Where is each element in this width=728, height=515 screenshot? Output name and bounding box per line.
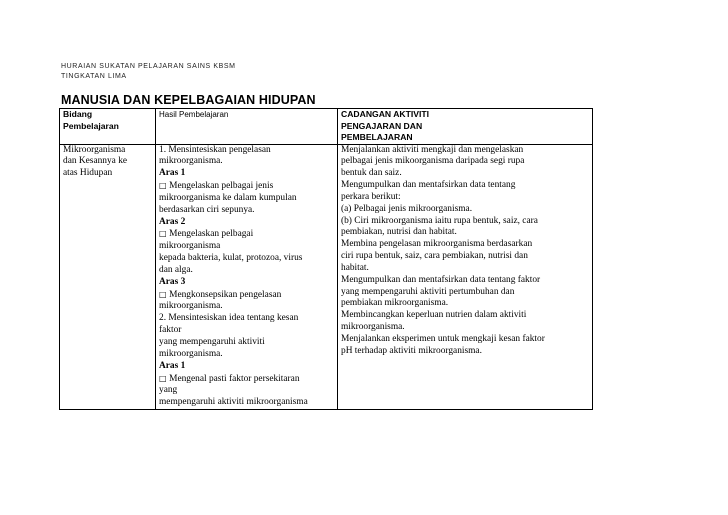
outcome-line: [159, 180, 334, 193]
outcome-line: [159, 145, 334, 157]
level-label: [159, 361, 334, 373]
text-line: Bidang: [63, 109, 93, 119]
outcome-text: Mengelaskan pelbagai jenis: [169, 181, 274, 192]
text-line: mikroorganisma.: [341, 322, 405, 333]
level-label: [159, 217, 334, 229]
text-line: Pembelajaran: [63, 120, 119, 131]
outcome-text: mikroorganisma: [159, 241, 221, 252]
text-line: pembiakan mikroorganisma.: [341, 298, 449, 309]
text-line: yang mempengaruhi aktiviti pertumbuhan dan: [341, 286, 515, 297]
text-line: pembiakan, nutrisi dan habitat.: [341, 227, 457, 238]
table-row: [60, 144, 593, 410]
outcome-line: [159, 289, 334, 302]
outcome-text: Aras 1: [159, 360, 186, 371]
outcome-text: dan alga.: [159, 264, 193, 275]
document-header-line-2: TINGKATAN LIMA: [61, 73, 127, 80]
text-line: Mengumpulkan dan mentafsirkan data tentang: [341, 180, 516, 191]
outcome-line: [159, 373, 334, 386]
outcome-text: mikroorganisma.: [159, 348, 223, 359]
header-bidang-pembelajaran: [60, 109, 156, 145]
text-line: Membincangkan keperluan nutrien dalam aktiviti: [341, 310, 527, 321]
text-line: PENGAJARAN DAN: [341, 120, 423, 131]
outcome-line: [159, 205, 334, 217]
text-line: (a) Pelbagai jenis mikroorganisma.: [341, 203, 473, 214]
text-line: Mengumpulkan dan mentafsirkan data tentang faktor: [341, 274, 541, 285]
text-line: atas Hidupan: [63, 168, 113, 179]
text-line: habitat.: [341, 262, 369, 273]
header-cadangan-aktiviti: [338, 109, 593, 145]
text-line: ciri rupa bentuk, saiz, cara pembiakan, nutrisi dan: [341, 251, 528, 262]
text-line: CADANGAN AKTIVITI: [341, 109, 430, 119]
header-hasil-pembelajaran: [156, 109, 338, 145]
syllabus-table: [59, 108, 593, 410]
level-label: [159, 168, 334, 180]
outcome-line: [159, 325, 334, 337]
text-line: dan Kesannya ke: [63, 156, 128, 167]
outcome-line: [159, 385, 334, 397]
text-line: Hasil Pembelajaran: [159, 110, 229, 119]
outcome-line: [159, 156, 334, 168]
outcome-text: 2. Mensintesiskan idea tentang kesan: [159, 313, 299, 324]
outcome-text: berdasarkan ciri sepunya.: [159, 204, 255, 215]
outcome-text: 1. Mensintesiskan pengelasan: [159, 144, 271, 155]
outcome-line: [159, 397, 334, 409]
outcome-text: Aras 1: [159, 168, 186, 179]
outcome-line: [159, 337, 334, 349]
bullet-box-icon: □: [159, 373, 170, 383]
outcome-line: [159, 301, 334, 313]
outcome-text: Mengenal pasti faktor persekitaran: [169, 373, 300, 384]
outcome-line: [159, 253, 334, 265]
outcome-text: Mengkonsepsikan pengelasan: [169, 289, 282, 300]
outcome-line: [159, 228, 334, 241]
outcome-text: Aras 3: [159, 276, 186, 287]
section-title: MANUSIA DAN KEPELBAGAIAN HIDUPAN: [61, 93, 316, 107]
outcome-text: faktor: [159, 325, 182, 336]
outcome-text: yang mempengaruhi aktiviti: [159, 337, 265, 347]
table-header-row: [60, 109, 593, 145]
outcome-line: [159, 313, 334, 325]
cell-bidang: [60, 144, 156, 410]
bullet-box-icon: □: [159, 289, 170, 299]
outcome-line: [159, 349, 334, 361]
text-line: Mikroorganisma: [63, 144, 126, 155]
outcome-line: [159, 241, 334, 253]
text-line: pelbagai jenis mikoorganisma daripada segi rupa: [341, 156, 525, 167]
text-line: (b) Ciri mikroorganisma iaitu rupa bentuk, saiz, cara: [341, 215, 538, 226]
outcome-text: Aras 2: [159, 216, 186, 227]
outcome-text: Mengelaskan pelbagai: [169, 229, 254, 240]
outcome-text: kepada bakteria, kulat, protozoa, virus: [159, 253, 303, 264]
bullet-box-icon: □: [159, 229, 170, 239]
outcome-line: [159, 193, 334, 205]
cell-cadangan-aktiviti: [338, 144, 593, 410]
text-line: Menjalankan eksperimen untuk mengkaji kesan faktor: [341, 334, 545, 344]
text-line: Menjalankan aktiviti mengkaji dan mengelaskan: [341, 144, 524, 155]
text-line: bentuk dan saiz.: [341, 168, 402, 179]
outcome-line: [159, 265, 334, 277]
text-line: PEMBELAJARAN: [341, 132, 413, 142]
outcome-text: yang: [159, 385, 178, 396]
outcome-text: mikroorganisma.: [159, 156, 223, 167]
cell-hasil-pembelajaran: [156, 144, 338, 410]
outcome-text: mempengaruhi aktiviti mikroorganisma: [159, 397, 308, 408]
outcome-text: mikroorganisma.: [159, 301, 223, 312]
document-header-line-1: HURAIAN SUKATAN PELAJARAN SAINS KBSM: [61, 63, 236, 70]
text-line: perkara berikut:: [341, 191, 401, 202]
level-label: [159, 277, 334, 289]
text-line: pH terhadap aktiviti mikroorganisma.: [341, 345, 482, 356]
bullet-box-icon: □: [159, 181, 170, 191]
text-line: Membina pengelasan mikroorganisma berdasarkan: [341, 239, 533, 250]
outcome-text: mikroorganisma ke dalam kumpulan: [159, 192, 297, 203]
